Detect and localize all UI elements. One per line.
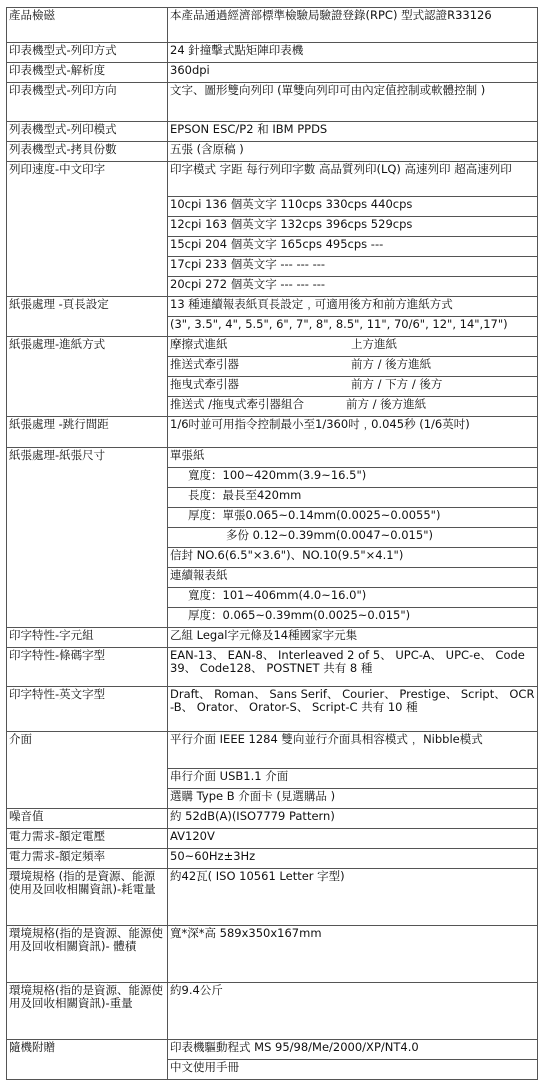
spec-label: 列印速度-中文印字 [7,162,168,297]
spec-row [7,448,538,468]
spec-row [7,337,538,357]
spec-row [7,162,538,197]
spec-table [6,7,538,1080]
spec-value-line: 13 種連續報表紙頁長設定﹐可適用後方和前方進紙方式 [168,297,538,317]
spec-label: 印表機型式-解析度 [7,63,168,83]
spec-label: 電力需求-額定頻率 [7,849,168,869]
spec-row [7,122,538,142]
feed-option [168,397,538,417]
speed-line: 17cpi 233 個英文字 --- --- --- [168,257,538,277]
feed-method: 拖曳式牽引器 [170,377,239,391]
spec-row [7,732,538,769]
spec-label: 印字特性-條碼字型 [7,648,168,687]
spec-label: 噪音值 [7,809,168,829]
feed-direction: 前方 / 下方 / 後方 [351,377,443,391]
interface-line: 平行介面 IEEE 1284 雙向並行介面具相容模式﹐ Nibble模式 [168,732,538,769]
interface-line: 選購 Type B 介面卡 (見選購品 ) [168,789,538,809]
paper-line: 厚度：單張0.065~0.14mm(0.0025~0.0055") [168,508,538,528]
speed-line: 12cpi 163 個英文字 132cps 396cps 529cps [168,217,538,237]
spec-label: 列表機型式-拷貝份數 [7,142,168,162]
feed-option [168,337,538,357]
spec-row [7,297,538,317]
accessory-line: 印表機驅動程式 MS 95/98/Me/2000/XP/NT4.0 [168,1040,538,1060]
spec-label: 紙張處理-紙張尺寸 [7,448,168,628]
spec-row [7,83,538,122]
spec-label: 產品檢磁 [7,8,168,43]
spec-label: 印字特性-英文字型 [7,687,168,732]
spec-value: 約9.4公斤 [168,983,538,1040]
interface-line: 串行介面 USB1.1 介面 [168,769,538,789]
feed-method: 推送式 /拖曳式牽引器組合 [170,397,305,411]
spec-value: 本產品通過經濟部標準檢驗局驗證登錄(RPC) 型式認證R33126 [168,8,538,43]
spec-label: 環境規格(指的是資源、能源使用及回收相關資訊)- 體積 [7,926,168,983]
spec-row [7,628,538,648]
spec-value: 乙組 Legal字元條及14種國家字元集 [168,628,538,648]
accessory-line: 中文使用手冊 [168,1060,538,1080]
spec-label: 電力需求-額定電壓 [7,829,168,849]
speed-line: 10cpi 136 個英文字 110cps 330cps 440cps [168,197,538,217]
spec-row [7,983,538,1040]
spec-row [7,829,538,849]
spec-row [7,43,538,63]
feed-method: 推送式牽引器 [170,357,239,371]
spec-value: Draft、 Roman、 Sans Serif、 Courier、 Prestige、 Script、 OCR-B、 Orator、 Orator-S、 Script-C 共有 10 種 [168,687,538,732]
spec-label: 紙張處理 -頁長設定 [7,297,168,337]
feed-method: 摩擦式進紙 [170,337,228,351]
speed-line: 15cpi 204 個英文字 165cps 495cps --- [168,237,538,257]
spec-row [7,417,538,448]
paper-line: 寬度：101~406mm(4.0~16.0") [168,588,538,608]
spec-value: EPSON ESC/P2 和 IBM PPDS [168,122,538,142]
feed-direction: 前方 / 後方進紙 [351,357,432,371]
spec-row [7,809,538,829]
spec-label: 紙張處理-進紙方式 [7,337,168,417]
feed-direction: 上方進紙 [351,337,397,351]
spec-row [7,142,538,162]
feed-option [168,377,538,397]
spec-row [7,926,538,983]
spec-label: 隨機附贈 [7,1040,168,1080]
spec-value: 360dpi [168,63,538,83]
spec-row [7,869,538,926]
spec-label: 環境規格 (指的是資源、能源使用及回收相關資訊)-耗電量 [7,869,168,926]
spec-value: 約 52dB(A)(ISO7779 Pattern) [168,809,538,829]
spec-label: 列表機型式-列印模式 [7,122,168,142]
spec-label: 印表機型式-列印方向 [7,83,168,122]
paper-line: 寬度：100~420mm(3.9~16.5") [168,468,538,488]
spec-label: 紙張處理 -跳行間距 [7,417,168,448]
spec-row [7,8,538,43]
spec-row [7,849,538,869]
spec-label: 印字特性-字元組 [7,628,168,648]
spec-row [7,687,538,732]
spec-label: 環境規格(指的是資源、能源使用及回收相關資訊)-重量 [7,983,168,1040]
spec-value: AV120V [168,829,538,849]
spec-value: 五張 (含原稿 ) [168,142,538,162]
spec-value-line: (3", 3.5", 4", 5.5", 6", 7", 8", 8.5", 11", 70/6", 12", 14",17") [168,317,538,337]
paper-line: 長度：最長至420mm [168,488,538,508]
paper-line: 厚度：0.065~0.39mm(0.0025~0.015") [168,608,538,628]
feed-option [168,357,538,377]
spec-label: 印表機型式-列印方式 [7,43,168,63]
spec-row [7,63,538,83]
spec-value: EAN-13、 EAN-8、 Interleaved 2 of 5、 UPC-A、 UPC-e、 Code 39、 Code128、 POSTNET 共有 8 種 [168,648,538,687]
spec-row [7,648,538,687]
spec-value: 寬*深*高 589x350x167mm [168,926,538,983]
spec-value: 50~60Hz±3Hz [168,849,538,869]
feed-direction: 前方 / 後方進紙 [346,397,427,411]
spec-row [7,1040,538,1060]
speed-line: 20cpi 272 個英文字 --- --- --- [168,277,538,297]
spec-value: 約42瓦( ISO 10561 Letter 字型) [168,869,538,926]
speed-header: 印字模式 字距 每行列印字數 高品質列印(LQ) 高速列印 超高速列印 [168,162,538,197]
spec-label: 介面 [7,732,168,809]
paper-line: 多份 0.12~0.39mm(0.0047~0.015") [168,528,538,548]
paper-line: 連續報表紙 [168,568,538,588]
spec-value: 24 針撞擊式點矩陣印表機 [168,43,538,63]
spec-value: 1/6吋並可用指令控制最小至1/360吋﹐0.045秒 (1/6英吋) [168,417,538,448]
spec-value: 文字、圖形雙向列印 (單雙向列印可由內定值控制或軟體控制 ) [168,83,538,122]
paper-line: 單張紙 [168,448,538,468]
paper-line: 信封 NO.6(6.5"×3.6")、NO.10(9.5"×4.1") [168,548,538,568]
